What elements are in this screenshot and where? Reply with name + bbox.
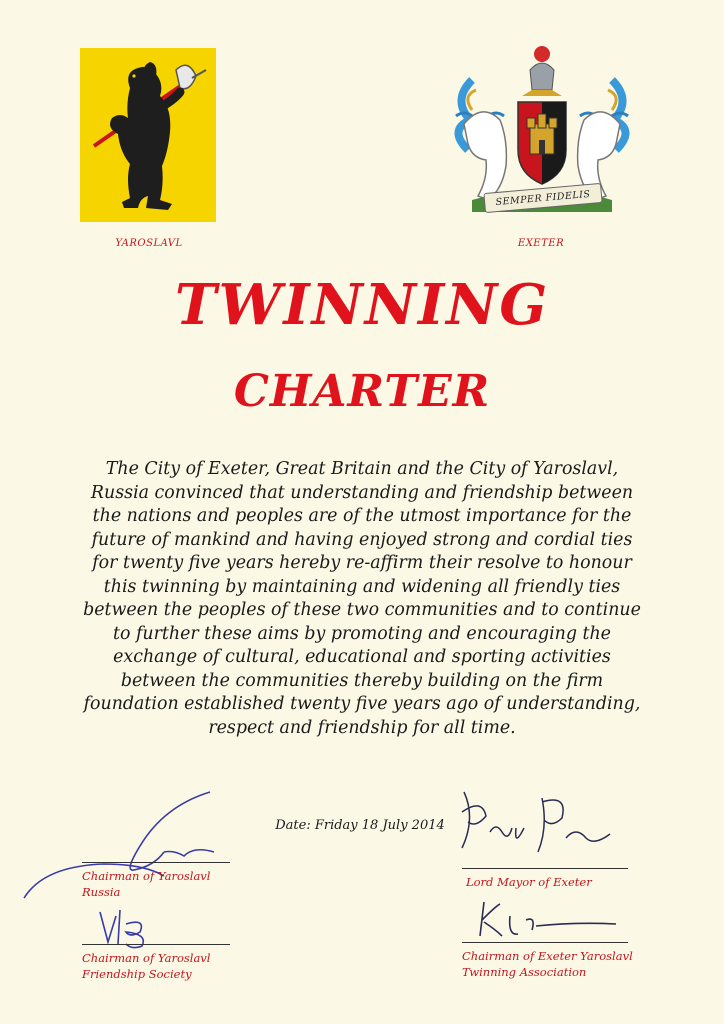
- signatory-title: Russia: [82, 885, 121, 899]
- body-line: this twinning by maintaining and widening all friendly ties: [103, 576, 621, 597]
- body-line: between the peoples of these two communities and to continue: [83, 600, 641, 620]
- body-line: the nations and peoples are of the utmost importance for the: [92, 506, 632, 526]
- body-line: future of mankind and having enjoyed strong and cordial ties: [91, 529, 633, 550]
- signatory-title: Twinning Association: [462, 965, 587, 979]
- signature-lord-mayor: [446, 788, 626, 868]
- signature-line: [82, 944, 230, 945]
- signatory-bottom-left: [82, 950, 210, 982]
- signatory-title: Chairman of Exeter Yaroslavl: [462, 949, 633, 963]
- signatory-top-left: [82, 868, 210, 900]
- signature-line: [462, 868, 628, 869]
- signature-friendship-society: [86, 904, 166, 954]
- charter-body: [72, 458, 652, 740]
- bear-icon: [80, 48, 216, 222]
- body-line: between the communities thereby building on the firm: [120, 670, 604, 691]
- body-line: to further these aims by promoting and encouraging the: [113, 623, 611, 644]
- body-line: The City of Exeter, Great Britain and the City of Yaroslavl,: [105, 459, 619, 479]
- motto-text: SEMPER FIDELIS: [495, 188, 591, 208]
- signature-twinning-association: [466, 896, 626, 946]
- title-line-1: TWINNING: [174, 272, 550, 338]
- exeter-label: EXETER: [517, 238, 565, 249]
- signatory-bottom-right: [462, 948, 633, 980]
- signatory-title: Chairman of Yaroslavl: [82, 869, 211, 883]
- exeter-coat-of-arms: [442, 40, 642, 230]
- signatory-title: Friendship Society: [82, 967, 192, 981]
- signatory-top-right: [466, 874, 592, 890]
- charter-date: Date: Friday 18 July 2014: [275, 818, 445, 833]
- yaroslavl-coat-of-arms: [80, 48, 216, 222]
- body-line: for twenty five years hereby re-affirm their resolve to honour: [92, 553, 632, 573]
- signatory-title: Chairman of Yaroslavl: [82, 951, 211, 965]
- body-line: Russia convinced that understanding and friendship between: [90, 482, 634, 503]
- body-line: foundation established twenty five years ago of understanding,: [83, 694, 641, 714]
- title-line-2: CHARTER: [233, 366, 491, 417]
- body-line: respect and friendship for all time.: [208, 717, 516, 738]
- signatory-title: Lord Mayor of Exeter: [466, 875, 592, 889]
- body-line: exchange of cultural, educational and sporting activities: [113, 647, 611, 667]
- signature-line: [462, 942, 628, 943]
- signature-line: [82, 862, 230, 863]
- yaroslavl-label: YAROSLAVL: [115, 238, 183, 249]
